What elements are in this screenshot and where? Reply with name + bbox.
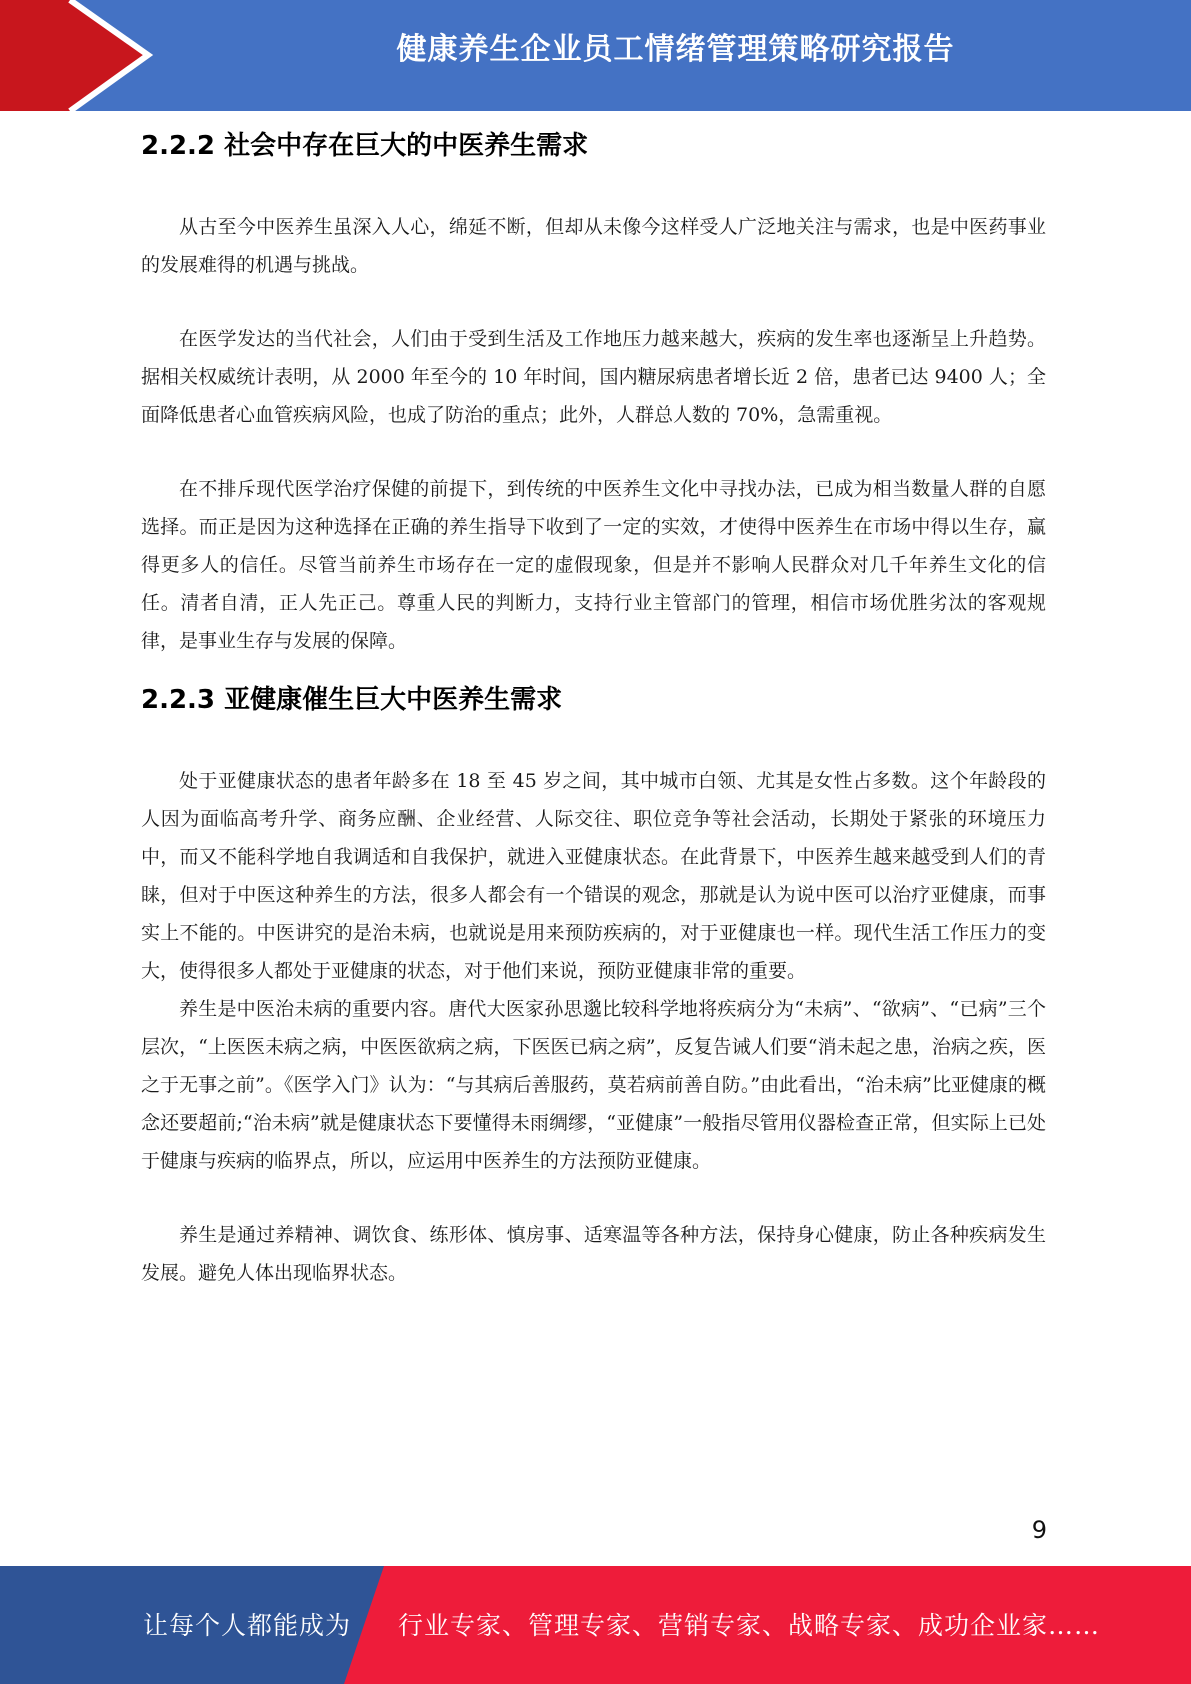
paragraph: 在不排斥现代医学治疗保健的前提下，到传统的中医养生文化中寻找办法，已成为相当数量人群的自愿选择。而正是因为这种选择在正确的养生指导下收到了一定的实效，才使得中医养生在市场中得以生存，赢得更多人的信任。尽管当前养生市场存在一定的虚假现象，但是并不影响人民群众对几千年养生文化的信任。清者自清，正人先正己。尊重人民的判断力，支持行业主管部门的管理，相信市场优胜劣汰的客观规律，是事业生存与发展的保障。 xyxy=(141,478,1046,652)
footer-slogan-left: 让每个人都能成为 xyxy=(143,1611,352,1640)
report-title: 健康养生企业员工情绪管理策略研究报告 xyxy=(396,32,955,67)
paragraph: 养生是中医治未病的重要内容。唐代大医家孙思邈比较科学地将疾病分为“未病”、“欲病”、“已病”三个层次，“上医医未病之病，中医医欲病之病，下医医已病之病”，反复告诫人们要“消未起之患，治病之疾，医之于无事之前”。《医学入门》认为：“与其病后善服药，莫若病前善自防。”由此看出，“治未病”比亚健康的概念还要超前;“治未病”就是健康状态下要懂得未雨绸缪，“亚健康”一般指尽管用仪器检查正常，但实际上已处于健康与疾病的临界点，所以，应运用中医养生的方法预防亚健康。 xyxy=(141,998,1046,1172)
paragraph: 处于亚健康状态的患者年龄多在 18 至 45 岁之间，其中城市白领、尤其是女性占多数。这个年龄段的人因为面临高考升学、商务应酬、企业经营、人际交往、职位竞争等社会活动，长期处于紧张的环境压力中，而又不能科学地自我调适和自我保护，就进入亚健康状态。在此背景下，中医养生越来越受到人们的青睐，但对于中医这种养生的方法，很多人都会有一个错误的观念，那就是认为说中医可以治疗亚健康，而事实上不能的。中医讲究的是治未病，也就说是用来预防疾病的，对于亚健康也一样。现代生活工作压力的变大，使得很多人都处于亚健康的状态，对于他们来说，预防亚健康非常的重要。 xyxy=(141,770,1046,982)
paragraph: 从古至今中医养生虽深入人心，绵延不断，但却从未像今这样受人广泛地关注与需求，也是中医药事业的发展难得的机遇与挑战。 xyxy=(141,216,1046,276)
page-header xyxy=(0,0,1191,111)
page-number: 9 xyxy=(1031,1516,1047,1544)
section-heading-2-2-2: 2.2.2 社会中存在巨大的中医养生需求 xyxy=(141,131,589,161)
header-red-arrow xyxy=(0,0,148,111)
paragraph: 在医学发达的当代社会，人们由于受到生活及工作地压力越来越大，疾病的发生率也逐渐呈上升趋势。据相关权威统计表明，从 2000 年至今的 10 年时间，国内糖尿病患者增长近 2 倍，患者已达 9400 人；全面降低患者心血管疾病风险，也成了防治的重点；此外，人群总人数的 70%，急需重视。 xyxy=(141,328,1046,426)
section-heading-2-2-3: 2.2.3 亚健康催生巨大中医养生需求 xyxy=(141,685,563,715)
header-arrow-decoration xyxy=(0,0,160,111)
document-body xyxy=(141,126,1046,1292)
page-footer xyxy=(0,1566,1191,1684)
footer-slogan-right: 行业专家、管理专家、营销专家、战略专家、成功企业家…… xyxy=(398,1611,1101,1640)
paragraph: 养生是通过养精神、调饮食、练形体、慎房事、适寒温等各种方法，保持身心健康，防止各种疾病发生发展。避免人体出现临界状态。 xyxy=(141,1224,1046,1284)
